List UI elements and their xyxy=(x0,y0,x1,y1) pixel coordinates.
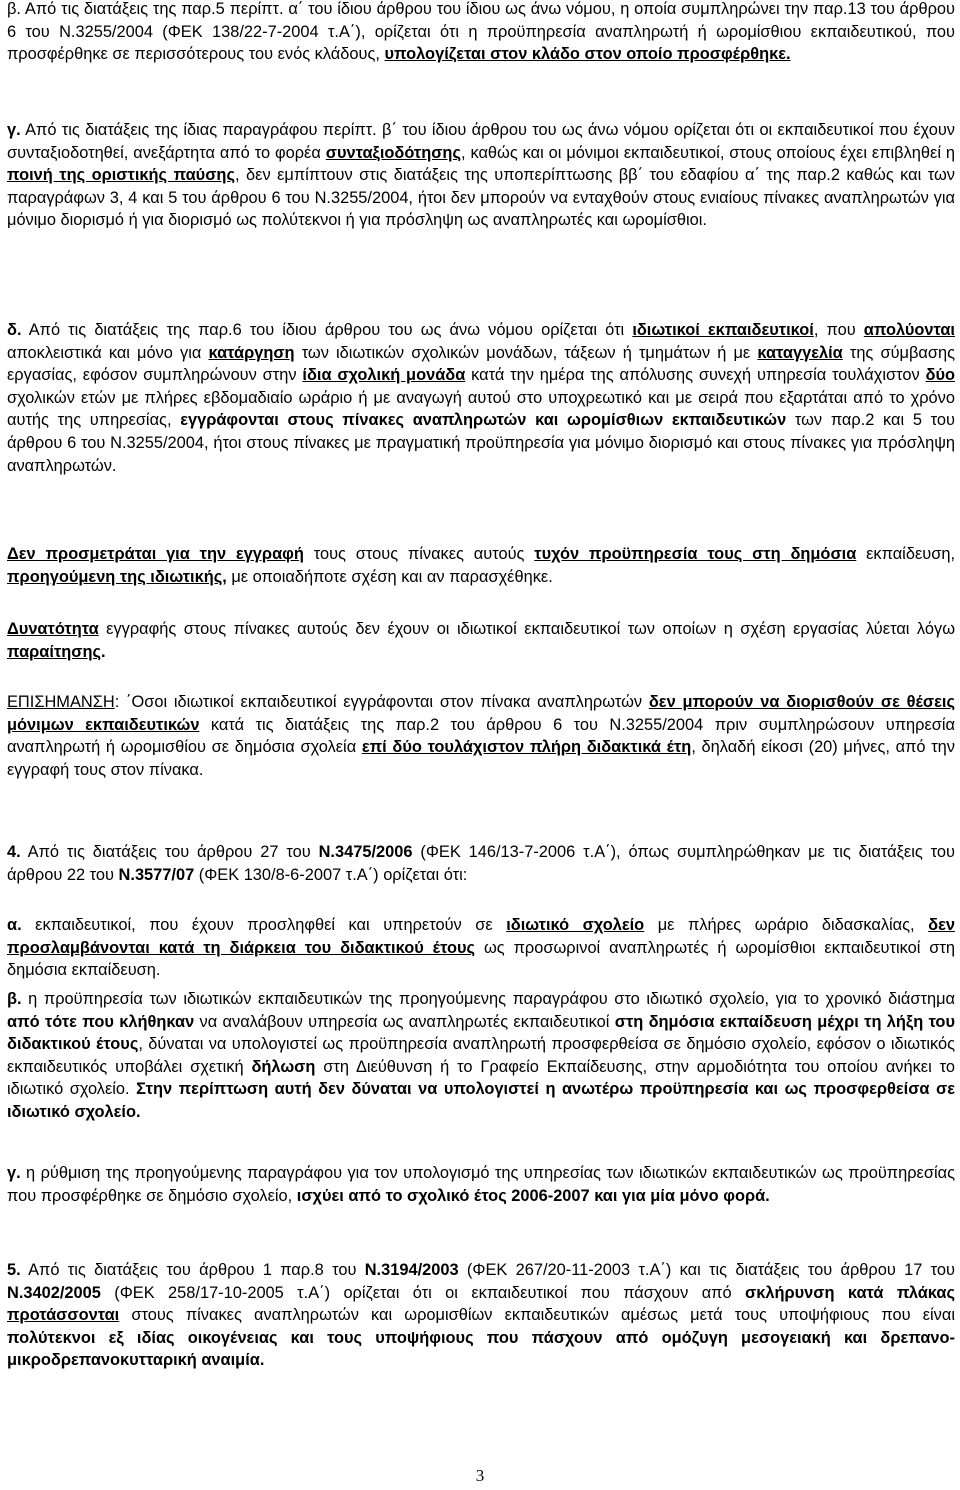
text-run: αποκλειστικά και μόνο για xyxy=(7,343,209,362)
text-run: Από τις διατάξεις της ίδιας παραγράφου περίπτ. β΄ του ίδιου άρθρου του ως άνω νόμου ορίζεται ότι οι εκπαιδευτικοί που έχουν συνταξιοδοτηθεί, ανεξάρτητα από το φορέα xyxy=(7,121,955,162)
text-run: , καθώς και οι μόνιμοι εκπαιδευτικοί, στους οποίους έχει επιβληθεί η xyxy=(460,143,955,162)
text-run: Από τις διατάξεις του άρθρου 1 παρ.8 του xyxy=(20,1261,365,1279)
paragraph-den-prosmetratai xyxy=(7,543,955,588)
text-run: συνταξιοδότησης xyxy=(325,143,461,162)
text-run: : ΄Οσοι ιδιωτικοί εκπαιδευτικοί εγγράφονται στον πίνακα αναπληρωτών xyxy=(114,693,649,711)
text-run: επί δύο τουλάχιστον πλήρη διδακτικά έτη xyxy=(361,738,692,757)
text-run: Δεν προσμετράται για την εγγραφή xyxy=(7,545,304,563)
text-run: ΕΠΙΣΗΜΑΝΣΗ xyxy=(7,693,115,711)
text-run: των παρ.2 και 5 του άρθρου 6 του Ν.3255/2004, ήτοι στους πίνακες με πραγματική προϋπηρεσία για μόνιμο διορισμό και στους πίνακες για πρόσληψη αναπληρωτών. xyxy=(7,411,955,475)
text-run: ισχύει από το σχολικό έτος 2006-2007 και για μία μόνο φορά. xyxy=(296,1186,770,1205)
text-run: , που xyxy=(813,321,864,339)
text-run: δ. xyxy=(7,321,22,339)
text-run: με πλήρες ωράριο διδασκαλίας, xyxy=(644,916,929,934)
text-run: ιδιωτικοί εκπαιδευτικοί xyxy=(632,321,814,339)
text-run: ιδιωτικό σχολείο xyxy=(506,916,645,934)
text-run: ως προσωρινοί αναπληρωτές ή ωρομίσθιοι εκπαιδευτικοί στη δημόσια εκπαίδευση. xyxy=(7,938,955,980)
text-run: στους πίνακες αναπληρωτών και ωρομισθίων εκπαιδευτικών αμέσως μετά τους υποψήφιους που είναι xyxy=(119,1306,955,1325)
text-run: προτάσσονται xyxy=(7,1306,120,1325)
paragraph-4c xyxy=(7,1162,955,1207)
text-run: Ν.3194/2003 xyxy=(364,1261,459,1279)
text-run: Ν.3577/07 xyxy=(118,865,195,884)
paragraph-4-n3475 xyxy=(7,841,955,886)
text-run: , δεν εμπίπτουν στις διατάξεις της υποπερίπτωσης ββ΄ του εδαφίου α΄ της παρ.2 καθώς και των παραγράφων 3, 4 και 5 του άρθρου 6 του Ν.3255/2004, ήτοι δεν μπορούν να ενταχθούν στους ενιαίους πίνακες αναπληρωτών για μόνιμο διορισμό ή για διορισμό ως πολύτεκνοι ή για πρόσληψη ως αναπληρωτές και ωρομίσθιοι. xyxy=(7,166,956,230)
text-run: υπολογίζεται στον κλάδο στον οποίο προσφέρθηκε. xyxy=(384,45,791,64)
text-run: β. Από τις διατάξεις της παρ.5 περίπτ. α΄ του ίδιου άρθρου του ίδιου ως άνω νόμου, η οποία συμπληρώνει την παρ.13 του άρθρου 6 του Ν.3255/2004 (ΦΕΚ 138/22-7-2004 τ.Α΄), ορίζεται ότι η προϋπηρεσία αναπληρωτή ή ωρομίσθιου εκπαιδευτικού, που προσφέρθηκε σε περισσότερους του ενός κλάδους, xyxy=(7,0,955,64)
text-run: (ΦΕΚ 146/13-7-2006 τ.Α΄), όπως συμπληρώθηκαν με τις διατάξεις του άρθρου 22 του xyxy=(7,843,955,884)
text-run: β. xyxy=(7,990,22,1008)
text-run: της σύμβασης εργασίας, εφόσον συμπληρώνουν στην xyxy=(7,343,956,385)
paragraph-gamma-synt xyxy=(7,119,955,232)
text-run: πολύτεκνοι εξ ιδίας οικογένειας και τους υποψήφιους που πάσχουν από ομόζυγη μεσογειακή και δρεπανο-μικροδρεπανοκυτταρική αναιμία. xyxy=(7,1328,955,1370)
text-run: των ιδιωτικών σχολικών μονάδων, τάξεων ή τμημάτων ή με xyxy=(294,343,758,362)
text-run: εγγραφής στους πίνακες αυτούς δεν έχουν οι ιδιωτικοί εκπαιδευτικοί των οποίων η σχέση εργασίας λύεται λόγω xyxy=(98,620,955,638)
text-run: στη δημόσια εκπαίδευση μέχρι τη λήξη του διδακτικού έτους xyxy=(7,1012,955,1054)
text-run: τους στους πίνακες αυτούς xyxy=(303,545,535,563)
text-run: (ΦΕΚ 258/17-10-2005 τ.Α΄) ορίζεται ότι οι εκπαιδευτικοί που πάσχουν από xyxy=(100,1283,745,1302)
text-run: γ. xyxy=(7,1164,21,1182)
text-run: απολύονται xyxy=(863,321,955,339)
text-run: (ΦΕΚ 130/8-6-2007 τ.Α΄) ορίζεται ότι: xyxy=(194,865,468,884)
text-run: να αναλάβουν υπηρεσία ως αναπληρωτές εκπαιδευτικοί xyxy=(194,1012,615,1031)
text-run: τυχόν προϋπηρεσία τους στη δημόσια xyxy=(534,545,857,563)
paragraph-4b xyxy=(7,988,955,1124)
text-run: καταγγελία xyxy=(757,343,843,362)
text-run: ποινή της οριστικής παύσης xyxy=(7,166,235,185)
text-run: εγγράφονται στους πίνακες αναπληρωτών και ωρομίσθιων εκπαιδευτικών xyxy=(180,411,787,430)
paragraph-dynatotita xyxy=(7,618,955,663)
text-run: δεν προσλαμβάνονται κατά τη διάρκεια του διδακτικού έτους xyxy=(7,916,955,957)
paragraph-delta-idiotikoi xyxy=(7,319,955,477)
text-run: με οποιαδήποτε σχέση και αν παρασχέθηκε. xyxy=(226,567,553,586)
text-run: η ρύθμιση της προηγούμενης παραγράφου για τον υπολογισμό της υπηρεσίας των ιδιωτικών εκπαιδευτικών ως προϋπηρεσίας που προσφέρθηκε σε δημόσιο σχολείο, xyxy=(7,1164,955,1205)
text-run: δεν μπορούν να διορισθούν σε θέσεις μόνιμων εκπαιδευτικών xyxy=(7,693,956,734)
text-run: Δυνατότητα xyxy=(7,620,99,638)
text-run: γ. xyxy=(7,121,21,139)
text-run: δύο xyxy=(925,366,955,385)
paragraph-4a xyxy=(7,914,955,982)
text-run: Ν.3402/2005 xyxy=(7,1283,101,1302)
text-run: 4. xyxy=(7,843,21,861)
text-run: , δύναται να υπολογιστεί ως προϋπηρεσία αναπληρωτή προσφερθείσα σε δημόσιο σχολείο, εφόσον ο ιδιωτικός εκπαιδευτικός υποβάλει σχετική xyxy=(7,1035,955,1076)
text-run: η προϋπηρεσία των ιδιωτικών εκπαιδευτικών της προηγούμενης παραγράφου στο ιδιωτικό σχολείο, για το χρονικό διάστημα xyxy=(21,990,955,1008)
text-run: . xyxy=(101,642,106,661)
text-run: (ΦΕΚ 267/20-11-2003 τ.Α΄) και τις διατάξεις του άρθρου 17 του xyxy=(458,1261,955,1279)
text-run: κατά την ημέρα της απόλυσης συνεχή υπηρεσία τουλάχιστον xyxy=(465,366,926,385)
paragraph-beta-proypiresia xyxy=(7,0,955,66)
text-run: σχολικών ετών με πλήρες εβδομαδιαίο ωράριο ή με αναγωγή αυτού στο υποχρεωτικό και με σειρά που εξαρτάται από το χρόνο αυτής της υπηρεσίας, xyxy=(7,388,955,430)
text-run: 5. xyxy=(7,1261,21,1279)
text-run: εκπαίδευση, xyxy=(856,545,955,563)
paragraph-episimansi xyxy=(7,691,955,781)
text-run: Από τις διατάξεις του άρθρου 27 του xyxy=(20,843,319,861)
text-run: κατά τις διατάξεις της παρ.2 του άρθρου 6 του Ν.3255/2004 πριν συμπληρώσουν υπηρεσία αναπληρωτή ή ωρομισθίου σε δημόσια σχολεία xyxy=(7,715,955,757)
text-run: παραίτησης xyxy=(7,642,102,661)
text-run: , δηλαδή είκοσι (20) μήνες, από την εγγραφή τους στον πίνακα. xyxy=(7,738,955,779)
paragraph-5-n3194 xyxy=(7,1259,955,1372)
text-run: προηγούμενη της ιδιωτικής, xyxy=(7,567,227,586)
text-run: κατάργηση xyxy=(208,343,295,362)
text-run: δήλωση xyxy=(251,1057,316,1076)
text-run: α. xyxy=(7,916,22,934)
text-run: ίδια σχολική μονάδα xyxy=(302,366,466,385)
text-run: Στην περίπτωση αυτή δεν δύναται να υπολογιστεί η ανωτέρω προϋπηρεσία και ως προσφερθείσα σε ιδιωτικό σχολείο. xyxy=(7,1080,955,1121)
text-run: στη Διεύθυνση ή το Γραφείο Εκπαίδευσης, στην αρμοδιότητα του οποίου ανήκει το ιδιωτικό σχολείο. xyxy=(7,1057,955,1099)
text-run: Ν.3475/2006 xyxy=(318,843,413,861)
text-run: Από τις διατάξεις της παρ.6 του ίδιου άρθρου του ως άνω νόμου ορίζεται ότι xyxy=(21,321,633,339)
text-run: σκλήρυνση κατά πλάκας xyxy=(745,1283,956,1302)
text-run: εκπαιδευτικοί, που έχουν προσληφθεί και υπηρετούν σε xyxy=(21,916,507,934)
page-number: 3 xyxy=(475,1466,485,1485)
text-run: από τότε που κλήθηκαν xyxy=(7,1012,195,1031)
